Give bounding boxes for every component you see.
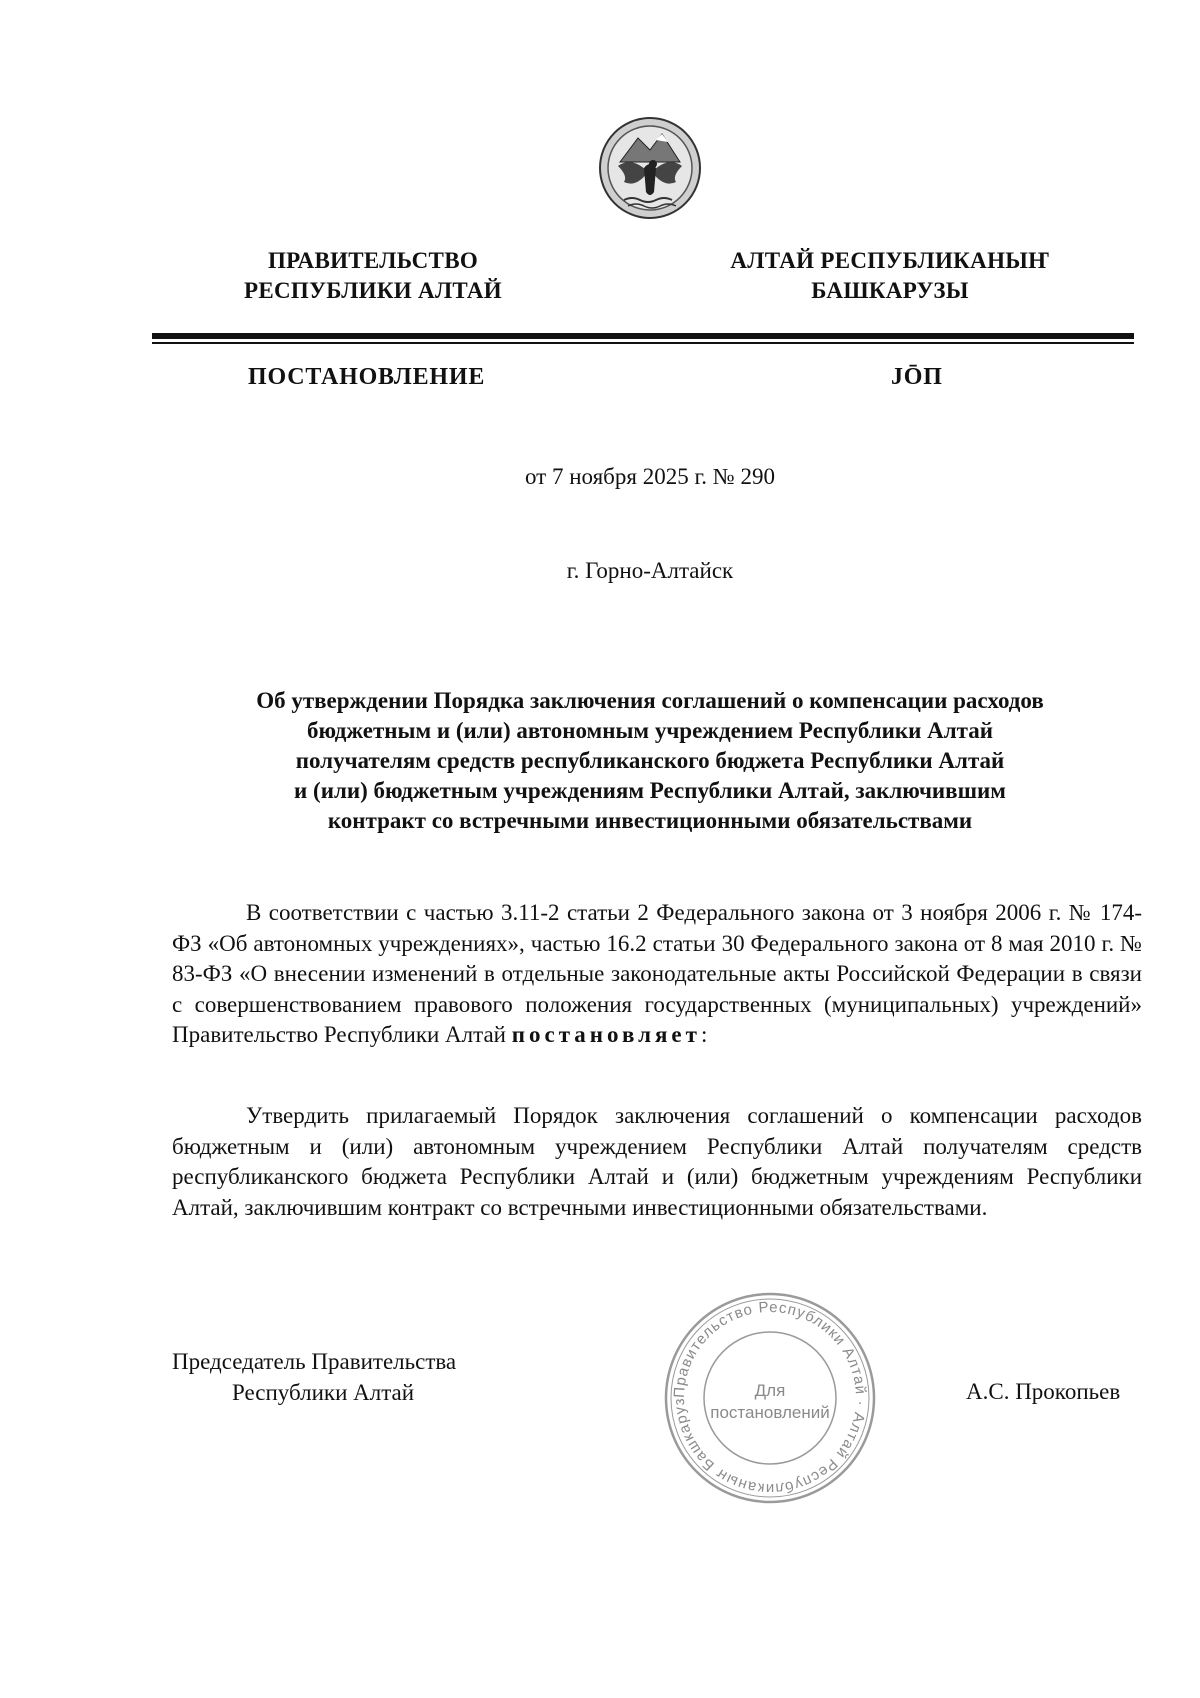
document-city: г. Горно-Алтайск [566, 558, 734, 583]
title-line: и (или) бюджетным учреждениям Республики Алтай, заключившим [294, 778, 1006, 803]
signatory-position-line1: Председатель Правительства [172, 1349, 457, 1374]
doc-type-altai: JŌП [891, 364, 943, 390]
header-left-line2: РЕСПУБЛИКИ АЛТАЙ [244, 278, 502, 303]
header-right [700, 246, 1080, 306]
signatory-position [172, 1346, 512, 1408]
preamble-text: В соответствии с частью 3.11-2 статьи 2 Федерального закона от 3 ноября 2006 г. № 174-ФЗ «Об автономных учреждениях», частью 16.2 статьи 30 Федерального закона от 8 мая 2010 г. № 83-ФЗ «О внесении изменений в отдельные законодательные акты Российской Федерации в связи с совершенствованием правового положения государственных (муниципальных) учреждений» Правительство Республики Алтай [172, 900, 1142, 1048]
doc-type-russian: ПОСТАНОВЛЕНИЕ [248, 364, 486, 390]
title-line: получателям средств республиканского бюджета Республики Алтай [295, 748, 1005, 773]
official-stamp [660, 1288, 880, 1508]
stamp-center-line2: постановлений [710, 1403, 830, 1422]
preamble-paragraph [172, 898, 1142, 1051]
resolution-paragraph: Утвердить прилагаемый Порядок заключения соглашений о компенсации расходов бюджетным и (или) автономным учреждением Республики Алтай получателям средств республиканского бюджета Республики Алтай и (или) бюджетным учреждениям Республики Алтай, заключившим контракт со встречными инвестиционными обязательствами. [172, 1103, 1142, 1220]
header-right-line2: БАШКАРУЗЫ [811, 278, 969, 303]
stamp-center-line1: Для [754, 1381, 786, 1400]
coat-of-arms-emblem [598, 116, 702, 220]
signatory-position-line2: Республики Алтай [232, 1380, 415, 1405]
title-line: бюджетным и (или) автономным учреждением Республики Алтай [306, 718, 994, 743]
stamp-ring-text: Правительство Республики Алтай · Алтай Республиканыҥ Башкаруз [670, 1298, 870, 1498]
title-line: контракт со встречными инвестиционными обязательствами [327, 808, 973, 833]
document-title [160, 686, 1140, 836]
header-left-line1: ПРАВИТЕЛЬСТВО [267, 248, 479, 273]
resolves-word: постановляет [511, 1022, 701, 1048]
header-divider-thick [152, 333, 1134, 339]
signatory-name: А.С. Прокопьев [966, 1379, 1121, 1404]
header-left [212, 246, 534, 306]
header-divider-thin [152, 342, 1134, 344]
preamble-colon: : [700, 1022, 708, 1048]
header-right-line1: АЛТАЙ РЕСПУБЛИКАНЫҤ [730, 248, 1050, 273]
title-line: Об утверждении Порядка заключения соглашений о компенсации расходов [256, 688, 1044, 713]
document-date-number: от 7 ноября 2025 г. № 290 [524, 464, 775, 489]
